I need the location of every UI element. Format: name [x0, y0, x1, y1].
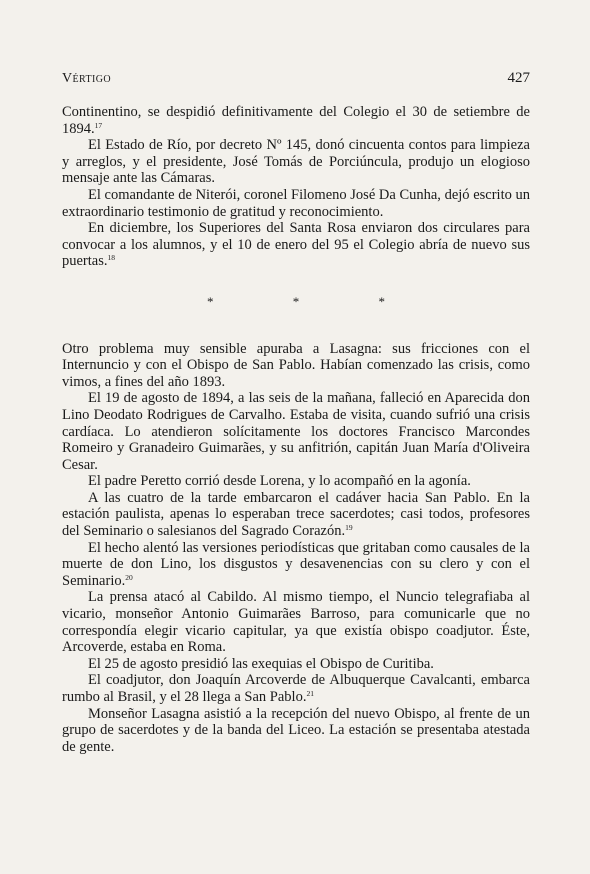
paragraph: A las cuatro de la tarde embarcaron el cadáver hacia San Pablo. En la estación paulista, apenas lo esperaban trece sacerdotes; casi todos, profesores del Seminario o salesianos del Sagrado Corazón.$^{19}$	[62, 489, 530, 540]
paragraph: Monseñor Lasagna asistió a la recepción del nuevo Obispo, al frente de un grupo de sacerdotes y de la banda del Liceo. La estación se presentaba atestada de gente.	[62, 705, 530, 755]
paragraph: La prensa atacó al Cabildo. Al mismo tiempo, el Nuncio telegrafiaba al vicario, monseñor Antonio Guimarães Barroso, para comunicarle que no correspondía elegir vicario capitular, ya que existía obispo coadjutor. Éste, Arcoverde, estaba en Roma.	[62, 589, 530, 656]
paragraph: El 25 de agosto presidió las exequias el Obispo de Curitiba.	[88, 655, 434, 672]
paragraph: Continentino, se despidió definitivamente del Colegio el 30 de setiembre de 1894.17	[62, 104, 530, 137]
running-title: Vértigo	[62, 71, 111, 86]
paragraph: El comandante de Niterói, coronel Filomeno José Da Cunha, dejó escrito un extraordinario testimonio de gratitud y reconocimiento.	[62, 186, 530, 220]
paragraph: El coadjutor, don Joaquín Arcoverde de Albuquerque Cavalcanti, embarca rumbo al Brasil, y el 28 llega a San Pablo.$^{21}$	[62, 672, 530, 705]
page-number: 427	[507, 70, 530, 86]
paragraph: Otro problema muy sensible apuraba a Lasagna: sus fricciones con el Internuncio y con el Obispo de San Pablo. Habían comenzado las crisis, como vimos, a fines del año 1893.	[62, 340, 530, 390]
page-body	[62, 104, 530, 755]
paragraph: El 19 de agosto de 1894, a las seis de la mañana, falleció en Aparecida don Lino Deodato Rodrigues de Carvalho. Estaba de visita, cuando sufrió una crisis cardíaca. Lo atendieron solícitamente los doctores Francisco Marcondes Romeiro y Granadeiro Guimarães, y su anfitrión, capitán Juan María d'Oliveira Cesar.	[62, 390, 530, 473]
footnote-ref: 21	[306, 689, 314, 698]
footnote-ref: 17	[94, 120, 103, 130]
paragraph: El padre Peretto corrió desde Lorena, y lo acompañó en la agonía.	[88, 473, 471, 490]
page-header	[62, 70, 530, 87]
footnote-ref: 20	[125, 572, 133, 582]
paragraph: En diciembre, los Superiores del Santa Rosa enviaron dos circulares para convocar a los alumnos, y el 10 de enero del 95 el Colegio abría de nuevo sus puertas.$^{18}$	[62, 220, 530, 270]
paragraph: El hecho alentó las versiones periodísticas que gritaban como causales de la muerte de don Lino, los disgustos y desavenencias con su clero y con el Seminario.$^{20}$	[62, 539, 530, 589]
footnote-ref: 19	[345, 523, 353, 533]
section-break: * * *	[207, 293, 423, 309]
paragraph: El Estado de Río, por decreto Nº 145, donó cincuenta contos para limpieza y arreglos, y el presidente, José Tomás de Porciúncula, produjo un elogioso mensaje ante las Cámaras.	[62, 137, 530, 187]
footnote-ref: 18	[107, 253, 115, 263]
